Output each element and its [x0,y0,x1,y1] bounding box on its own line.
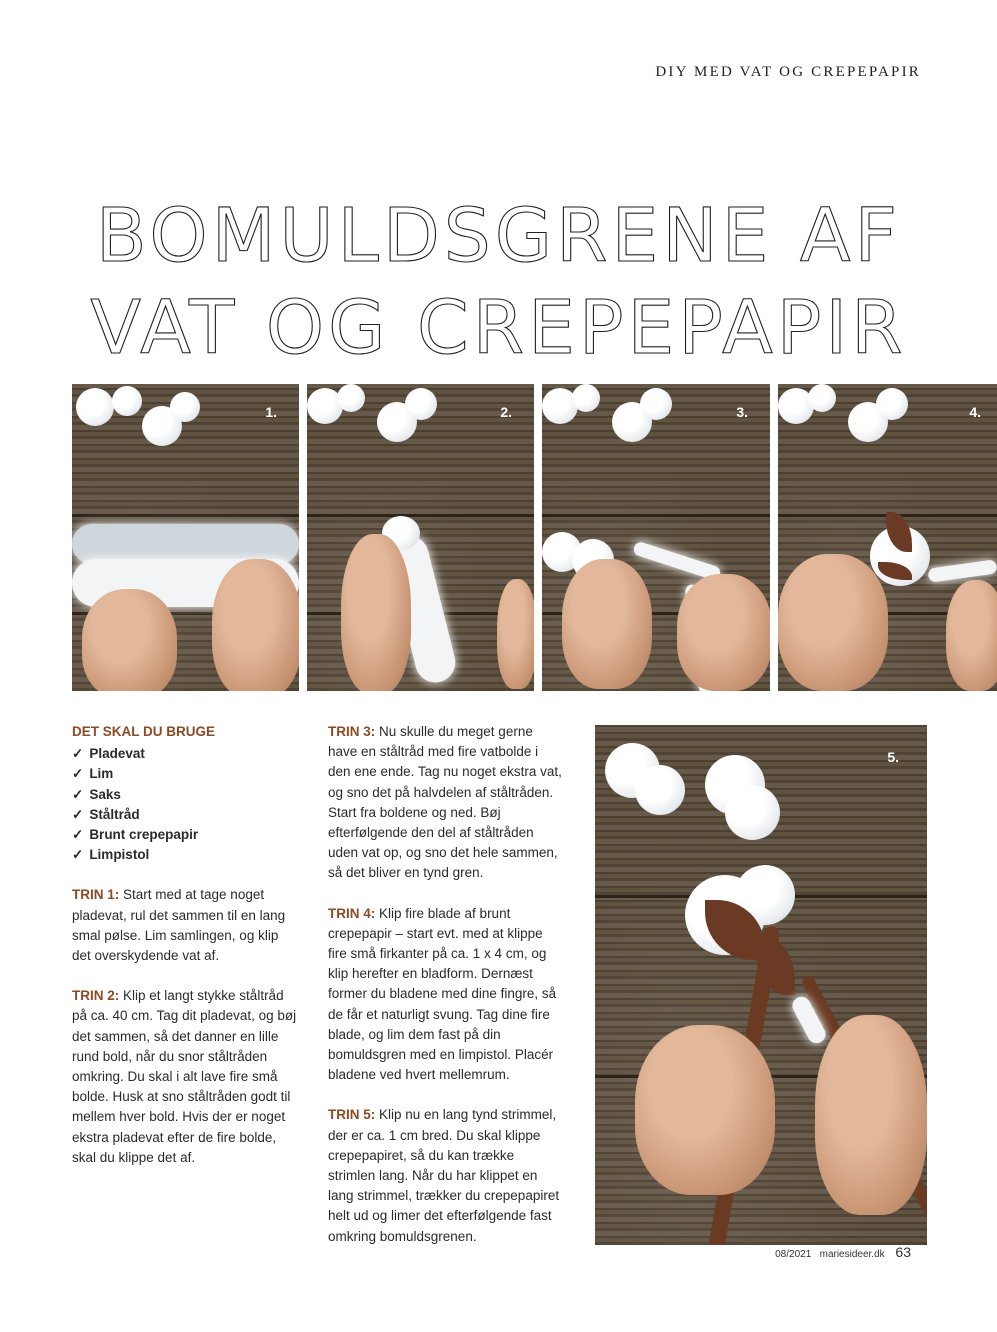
title-line-2: VAT OG CREPEPAPIR [90,285,907,371]
page-title [0,190,997,374]
text-column-middle [328,722,564,1267]
checkmark-icon: ✓ [72,746,84,762]
step-number-5: 5. [887,749,899,765]
text-column-left [72,722,297,1188]
page-footer [775,1244,911,1260]
step-2: TRIN 2: Klip et langt stykke ståltråd på ca. 40 cm. Tag dit pladevat, og bøj det sammen, så det danner en lille rund bold, når du snor ståltråden omkring. Du skal i alt lave fire små bolde. Husk at sno ståltråden godt til mellem hver bold. Hvis der er noget ekstra pladevat efter de fire bolde, skal du klippe det af. [72,988,297,1165]
list-item: ✓ Limpistol [72,845,297,865]
step-1: TRIN 1: Start med at tage noget pladevat, rul det sammen til en lang smal pølse. Lim samlingen, og klip det overskydende vat af. [72,887,286,964]
list-item: ✓ Lim [72,764,297,784]
checkmark-icon: ✓ [72,766,84,782]
step-number-4: 4. [969,404,981,420]
list-item: ✓ Ståltråd [72,805,297,825]
step-photo-4 [778,384,997,691]
step-photo-2 [307,384,534,691]
site-name: mariesideer.dk [819,1249,885,1260]
step-photo-5 [595,725,927,1245]
issue-date: 08/2021 [775,1249,812,1260]
list-item: ✓ Saks [72,785,297,805]
materials-heading: DET SKAL DU BRUGE [72,724,216,739]
list-item: ✓ Brunt crepepapir [72,825,297,845]
checkmark-icon: ✓ [72,806,84,822]
materials-list [72,744,297,865]
step-number-3: 3. [736,404,748,420]
step-5: TRIN 5: Klip nu en lang tynd strimmel, der er ca. 1 cm bred. Du skal klippe crepepapiret, så du kan trække strimlen lang. Når du har klippet en lang strimmel, trækker du crepepapiret helt ud og limer det efterfølgende fast omkring bomuldsgrenen. [328,1107,560,1244]
checkmark-icon: ✓ [72,786,84,802]
title-line-1: BOMULDSGRENE AF [95,193,902,279]
page-number: 63 [895,1244,911,1260]
step-photo-1 [72,384,299,691]
section-kicker: DIY MED VAT OG CREPEPAPIR [655,64,921,80]
step-photo-3 [542,384,770,691]
step-3: TRIN 3: Nu skulle du meget gerne have en ståltråd med fire vatbolde i den ene ende. Tag nu noget ekstra vat, og sno det på halvdelen af ståltråden. Start fra boldene og ned. Bøj efterfølgende den del af ståltråden uden vat op, og sno det hele sammen, så det bliver en tynd gren. [328,724,562,881]
list-item: ✓ Pladevat [72,744,297,764]
step-number-1: 1. [265,404,277,420]
step-4: TRIN 4: Klip fire blade af brunt crepepapir – start evt. med at klippe fire små firkanter på ca. 1 x 4 cm, og klip herefter en bladform. Dernæst former du bladene med dine fingre, så de får et naturligt svung. Tag dine fire blade, og lim dem fast på din bomuldsgren med en limpistol. Placér bladene ved hvert mellemrum. [328,905,557,1083]
step-number-2: 2. [500,404,512,420]
checkmark-icon: ✓ [72,827,84,843]
checkmark-icon: ✓ [72,847,84,863]
